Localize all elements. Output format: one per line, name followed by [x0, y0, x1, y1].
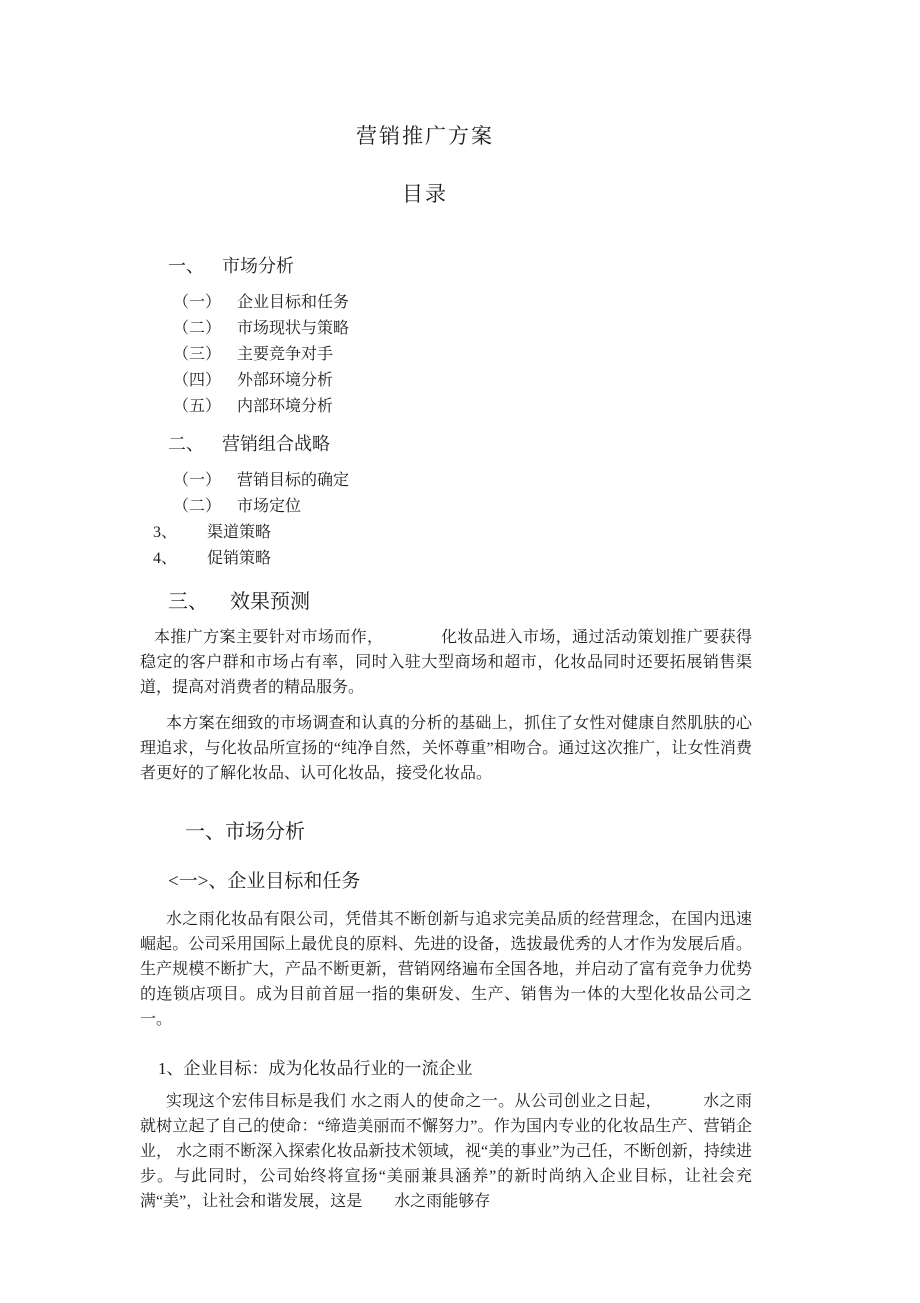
- toc-entry: [173, 342, 780, 368]
- toc-entry: [173, 468, 780, 494]
- toc-entry-title: 外部环境分析: [237, 372, 334, 389]
- intro-paragraph-1: 本推广方案主要针对市场而作， 化妆品进入市场，通过活动策划推广要获得稳定的客户群和市场占有率，同时入驻大型商场和超市，化妆品同时还要拓展销售渠道，提高对消费者的精品服务。: [140, 629, 752, 696]
- toc-entry-number: （二）: [173, 498, 222, 515]
- toc-entry-number: （二）: [173, 320, 222, 337]
- section-1-sub-1-heading: <一>、企业目标和任务: [168, 871, 361, 892]
- toc-entry-number: （四）: [173, 372, 222, 389]
- toc-entry-title: 主要竞争对手: [237, 346, 334, 363]
- toc-heading: 目录: [402, 182, 448, 206]
- section-1-heading: 一、市场分析: [185, 821, 305, 843]
- goal-heading: 1、企业目标：成为化妆品行业的一流企业: [158, 1059, 473, 1078]
- toc-entry-number: 3、: [153, 524, 178, 541]
- toc-entry: [153, 546, 780, 572]
- toc-section-number: 二、: [168, 434, 204, 454]
- toc-entry-number: 4、: [153, 550, 178, 567]
- toc-section-title: 效果预测: [230, 591, 310, 613]
- intro-paragraph-2: 本方案在细致的市场调查和认真的分析的基础上，抓住了女性对健康自然肌肤的心理追求，与化妆品所宣扬的“纯净自然，关怀尊重”相吻合。通过这次推广，让女性消费者更好的了解化妆品、认可化妆品，接受化妆品。: [140, 715, 752, 782]
- toc-entry-title: 企业目标和任务: [237, 294, 350, 311]
- toc-section-title: 营销组合战略: [222, 434, 330, 454]
- toc-entry-number: （三）: [173, 346, 222, 363]
- toc-entry: [173, 394, 780, 420]
- toc-section-title: 市场分析: [222, 256, 294, 276]
- toc-entry: [173, 290, 780, 316]
- toc-entry-number: （一）: [173, 294, 222, 311]
- toc-entry-title: 促销策略: [207, 550, 272, 567]
- toc-entry: [173, 368, 780, 394]
- toc-entry: [173, 494, 780, 520]
- toc-entry-number: （一）: [173, 472, 222, 489]
- document-title: 营销推广方案: [356, 124, 494, 148]
- toc-entry-title: 营销目标的确定: [237, 472, 350, 489]
- company-paragraph: 水之雨化妆品有限公司，凭借其不断创新与追求完美品质的经营理念，在国内迅速崛起。公司采用国际上最优良的原料、先进的设备，选拔最优秀的人才作为发展后盾。生产规模不断扩大，产品不断更新，营销网络遍布全国各地，并启动了富有竞争力优势的连锁店项目。成为目前首屈一指的集研发、生产、销售为一体的大型化妆品公司之一。: [140, 911, 752, 1028]
- toc-entry-title: 渠道策略: [207, 524, 272, 541]
- goal-paragraph: 实现这个宏伟目标是我们 水之雨人的使命之一。从公司创业之日起， 水之雨就树立起了自己的使命：“缔造美丽而不懈努力”。作为国内专业的化妆品生产、营销企业， 水之雨不断深入探索化妆品新技术领域，视“美的事业”为己任，不断创新，持续进步。与此同时，公司始终将宣扬“美丽兼具涵养”的新时尚纳入企业目标，让社会充满“美”，让社会和谐发展，这是 水之雨能够存: [140, 1093, 752, 1210]
- table-of-contents: [140, 254, 780, 616]
- toc-entry: [153, 520, 780, 546]
- toc-entry-title: 内部环境分析: [237, 398, 334, 415]
- toc-section-1: [168, 254, 780, 278]
- toc-entry-title: 市场定位: [237, 498, 302, 515]
- toc-entry-title: 市场现状与策略: [237, 320, 350, 337]
- toc-section-3: [168, 589, 780, 616]
- toc-entry: [173, 316, 780, 342]
- toc-section-2: [168, 432, 780, 456]
- toc-section-number: 三、: [168, 591, 208, 613]
- toc-entry-number: （五）: [173, 398, 222, 415]
- toc-section-number: 一、: [168, 256, 204, 276]
